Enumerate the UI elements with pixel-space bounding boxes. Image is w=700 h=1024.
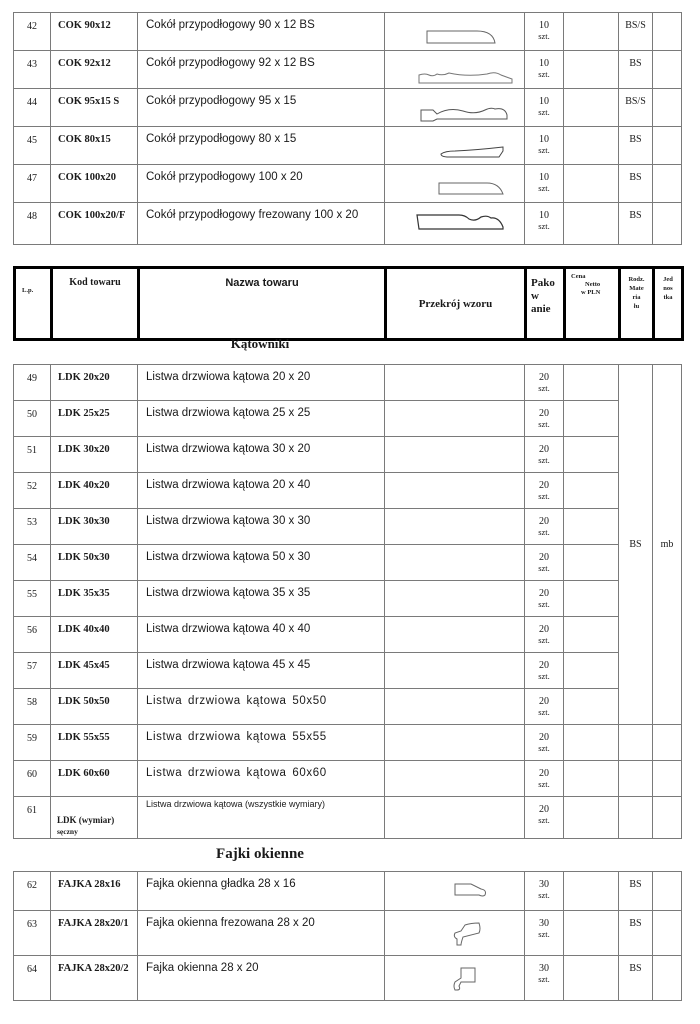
packaging-qty: 20 (539, 588, 549, 599)
price-cell[interactable] (564, 509, 619, 545)
price-cell[interactable] (564, 401, 619, 437)
row-number: 55 (14, 581, 51, 617)
table-row (14, 797, 682, 839)
material-type: BS (619, 956, 653, 1001)
header-row (15, 268, 683, 340)
cross-section-cell (385, 437, 525, 473)
packaging-unit: szt. (538, 221, 550, 231)
cokoly-table (13, 12, 682, 245)
product-name: Cokół przypodłogowy frezowany 100 x 20 (138, 203, 385, 245)
row-number: 49 (14, 365, 51, 401)
row-number: 63 (14, 911, 51, 956)
table-row (14, 203, 682, 245)
header-rodz-line: Mate (629, 285, 644, 292)
product-name: Listwa drzwiowa kątowa 60x60 (138, 761, 385, 797)
packaging-qty: 20 (539, 660, 549, 671)
price-cell[interactable] (564, 89, 619, 127)
section-title-katowniki: Kątowniki (230, 336, 290, 351)
header-jed-line: tka (663, 294, 673, 301)
packaging-cell (525, 165, 564, 203)
row-number: 57 (14, 653, 51, 689)
price-cell[interactable] (564, 872, 619, 911)
header-cena-line: Cena (571, 273, 586, 280)
product-code: LDK 40x20 (51, 473, 138, 509)
product-name: Listwa drzwiowa kątowa 50x50 (138, 689, 385, 725)
packaging-qty: 20 (539, 444, 549, 455)
product-name: Cokół przypodłogowy 92 x 12 BS (138, 51, 385, 89)
profile-wavy-icon (419, 105, 514, 123)
cross-section-cell (385, 581, 525, 617)
packaging-unit: szt. (538, 815, 550, 825)
cross-section-cell (385, 89, 525, 127)
product-name: Listwa drzwiowa kątowa 45 x 45 (138, 653, 385, 689)
packaging-cell (525, 653, 564, 689)
product-code: COK 90x12 (51, 13, 138, 51)
packaging-unit: szt. (538, 455, 550, 465)
row-number: 45 (14, 127, 51, 165)
packaging-unit: szt. (538, 779, 550, 789)
row-number: 61 (14, 797, 51, 839)
packaging-qty: 10 (539, 210, 549, 221)
unit-cell (653, 911, 682, 956)
packaging-cell (525, 617, 564, 653)
cross-section-cell (385, 872, 525, 911)
table-row (14, 401, 682, 437)
price-cell[interactable] (564, 581, 619, 617)
price-cell[interactable] (564, 725, 619, 761)
table-row (14, 165, 682, 203)
material-type (619, 725, 653, 761)
packaging-qty: 10 (539, 96, 549, 107)
product-name: Cokół przypodłogowy 90 x 12 BS (138, 13, 385, 51)
product-code: LDK 20x20 (51, 365, 138, 401)
header-kod: Kod towaru (52, 268, 139, 340)
header-rodzaj-materialu (620, 268, 654, 340)
header-rodz-line: ria (632, 294, 641, 301)
row-number: 52 (14, 473, 51, 509)
cross-section-cell (385, 127, 525, 165)
packaging-qty: 20 (539, 624, 549, 635)
price-cell[interactable] (564, 13, 619, 51)
material-type (619, 761, 653, 797)
packaging-qty: 10 (539, 20, 549, 31)
table-row (14, 956, 682, 1001)
price-cell[interactable] (564, 956, 619, 1001)
packaging-unit: szt. (538, 707, 550, 717)
packaging-unit: szt. (538, 31, 550, 41)
cross-section-cell (385, 689, 525, 725)
product-code: COK 95x15 S (51, 89, 138, 127)
packaging-qty: 10 (539, 134, 549, 145)
packaging-qty: 20 (539, 732, 549, 743)
product-code: COK 100x20/F (51, 203, 138, 245)
material-type: BS (619, 127, 653, 165)
row-number: 62 (14, 872, 51, 911)
row-number: 44 (14, 89, 51, 127)
header-cena-line: w PLN (581, 289, 601, 296)
product-code: LDK 60x60 (51, 761, 138, 797)
unit-cell (653, 51, 682, 89)
packaging-cell (525, 509, 564, 545)
product-name: Listwa drzwiowa kątowa 35 x 35 (138, 581, 385, 617)
packaging-qty: 20 (539, 516, 549, 527)
table-row (14, 51, 682, 89)
table-row (14, 617, 682, 653)
packaging-qty: 20 (539, 768, 549, 779)
packaging-unit: szt. (538, 890, 550, 900)
cross-section-cell (385, 797, 525, 839)
cross-section-cell (385, 473, 525, 509)
profile-wedge-icon (437, 145, 512, 159)
packaging-unit: szt. (538, 145, 550, 155)
table-row (14, 473, 682, 509)
material-type: BS (619, 203, 653, 245)
packaging-qty: 20 (539, 408, 549, 419)
packaging-unit: szt. (538, 69, 550, 79)
header-cena-line: Netto (585, 281, 601, 288)
price-cell[interactable] (564, 203, 619, 245)
cross-section-cell (385, 13, 525, 51)
price-cell[interactable] (564, 127, 619, 165)
packaging-qty: 30 (539, 879, 549, 890)
price-cell[interactable] (564, 617, 619, 653)
unit-cell (653, 956, 682, 1001)
material-type: BS (619, 872, 653, 911)
table-row (14, 581, 682, 617)
price-cell[interactable] (564, 51, 619, 89)
cross-section-cell (385, 761, 525, 797)
cross-section-cell (385, 653, 525, 689)
price-cell[interactable] (564, 437, 619, 473)
header-przekroj: Przekrój wzoru (386, 268, 526, 340)
packaging-cell (525, 89, 564, 127)
row-number: 58 (14, 689, 51, 725)
table-row (14, 365, 682, 401)
packaging-qty: 30 (539, 963, 549, 974)
product-code: LDK 40x40 (51, 617, 138, 653)
row-number: 60 (14, 761, 51, 797)
unit-merged: mb (653, 365, 682, 725)
header-rodz-line: łu (633, 303, 640, 310)
unit-cell (653, 89, 682, 127)
cross-section-cell (385, 165, 525, 203)
unit-cell (653, 165, 682, 203)
product-name: Fajka okienna 28 x 20 (138, 956, 385, 1001)
table-row (14, 872, 682, 911)
product-name: Listwa drzwiowa kątowa 55x55 (138, 725, 385, 761)
packaging-qty: 20 (539, 480, 549, 491)
price-cell[interactable] (564, 473, 619, 509)
product-code: LDK 30x20 (51, 437, 138, 473)
product-name: Listwa drzwiowa kątowa 30 x 30 (138, 509, 385, 545)
table-row (14, 545, 682, 581)
table-row (14, 127, 682, 165)
product-name: Fajka okienna gładka 28 x 16 (138, 872, 385, 911)
packaging-unit: szt. (538, 491, 550, 501)
packaging-unit: szt. (538, 527, 550, 537)
header-jed-line: nos (663, 285, 673, 292)
cross-section-cell (385, 725, 525, 761)
unit-cell (653, 761, 682, 797)
cross-section-cell (385, 911, 525, 956)
row-number: 50 (14, 401, 51, 437)
table-row (14, 653, 682, 689)
packaging-cell (525, 127, 564, 165)
cross-section-cell (385, 51, 525, 89)
packaging-cell (525, 545, 564, 581)
unit-cell (653, 127, 682, 165)
material-type: BS/S (619, 89, 653, 127)
header-pakowanie (526, 268, 565, 340)
packaging-unit: szt. (538, 671, 550, 681)
product-code: COK 80x15 (51, 127, 138, 165)
profile-rounded-end-icon (425, 29, 505, 45)
row-number: 43 (14, 51, 51, 89)
header-nazwa: Nazwa towaru (139, 268, 386, 340)
row-number: 56 (14, 617, 51, 653)
material-type (619, 797, 653, 839)
product-name: Cokół przypodłogowy 100 x 20 (138, 165, 385, 203)
unit-cell (653, 725, 682, 761)
header-jednostka (654, 268, 683, 340)
header-pak-line: anie (531, 303, 551, 315)
material-type: BS (619, 51, 653, 89)
price-cell[interactable] (564, 911, 619, 956)
price-cell[interactable] (564, 689, 619, 725)
packaging-cell (525, 51, 564, 89)
packaging-qty: 20 (539, 552, 549, 563)
price-cell[interactable] (564, 365, 619, 401)
packaging-cell (525, 797, 564, 839)
product-name: Listwa drzwiowa kątowa (wszystkie wymiary) (138, 797, 385, 839)
price-cell[interactable] (564, 797, 619, 839)
katowniki-table (13, 364, 682, 839)
profile-fajka-milled-icon (451, 921, 491, 951)
packaging-unit: szt. (538, 929, 550, 939)
row-number: 51 (14, 437, 51, 473)
profile-fajka-smooth-icon (453, 882, 493, 902)
table-row (14, 725, 682, 761)
packaging-qty: 20 (539, 696, 549, 707)
product-code: LDK 30x30 (51, 509, 138, 545)
packaging-cell (525, 725, 564, 761)
packaging-cell (525, 401, 564, 437)
table-row (14, 509, 682, 545)
packaging-qty: 20 (539, 372, 549, 383)
row-number: 59 (14, 725, 51, 761)
product-code-text: LDK (wymiar) (57, 815, 115, 825)
section-title-fajki: Fajki okienne (216, 846, 304, 862)
table-row (14, 911, 682, 956)
packaging-qty: 20 (539, 804, 549, 815)
packaging-unit: szt. (538, 974, 550, 984)
packaging-cell (525, 689, 564, 725)
packaging-unit: szt. (538, 107, 550, 117)
product-name: Listwa drzwiowa kątowa 40 x 40 (138, 617, 385, 653)
row-number: 47 (14, 165, 51, 203)
product-code (51, 797, 138, 839)
profile-fajka-step-icon (451, 966, 491, 996)
packaging-unit: szt. (538, 383, 550, 393)
packaging-qty: 30 (539, 918, 549, 929)
product-code: COK 92x12 (51, 51, 138, 89)
packaging-cell (525, 911, 564, 956)
product-code-note: sęczny (57, 827, 78, 836)
packaging-cell (525, 956, 564, 1001)
product-name: Listwa drzwiowa kątowa 20 x 20 (138, 365, 385, 401)
cross-section-cell (385, 203, 525, 245)
cross-section-cell (385, 509, 525, 545)
material-type: BS/S (619, 13, 653, 51)
packaging-unit: szt. (538, 563, 550, 573)
header-rodz-line: Rodz. (628, 276, 645, 283)
row-number: 54 (14, 545, 51, 581)
product-name: Listwa drzwiowa kątowa 25 x 25 (138, 401, 385, 437)
packaging-cell (525, 872, 564, 911)
unit-cell (653, 872, 682, 911)
fajki-table (13, 871, 682, 1001)
product-code: FAJKA 28x20/1 (51, 911, 138, 956)
product-name: Cokół przypodłogowy 95 x 15 (138, 89, 385, 127)
profile-rounded-end-icon (437, 181, 512, 197)
cross-section-cell (385, 956, 525, 1001)
header-pak-line: Pako (531, 277, 555, 289)
profile-milled-icon (415, 211, 510, 235)
packaging-unit: szt. (538, 419, 550, 429)
table-row (14, 761, 682, 797)
price-cell[interactable] (564, 653, 619, 689)
material-type: BS (619, 165, 653, 203)
material-type-merged: BS (619, 365, 653, 725)
packaging-cell (525, 13, 564, 51)
profile-wavy-thin-icon (417, 71, 517, 87)
packaging-qty: 10 (539, 172, 549, 183)
table-row (14, 13, 682, 51)
header-pak-line: w (531, 290, 539, 302)
price-cell[interactable] (564, 545, 619, 581)
table-row (14, 89, 682, 127)
product-code: LDK 35x35 (51, 581, 138, 617)
packaging-cell (525, 761, 564, 797)
packaging-unit: szt. (538, 599, 550, 609)
packaging-cell (525, 437, 564, 473)
row-number: 53 (14, 509, 51, 545)
packaging-cell (525, 203, 564, 245)
product-name: Listwa drzwiowa kątowa 50 x 30 (138, 545, 385, 581)
unit-cell (653, 203, 682, 245)
price-cell[interactable] (564, 165, 619, 203)
product-code: FAJKA 28x20/2 (51, 956, 138, 1001)
product-code: LDK 50x50 (51, 689, 138, 725)
product-name: Fajka okienna frezowana 28 x 20 (138, 911, 385, 956)
unit-cell (653, 797, 682, 839)
material-type: BS (619, 911, 653, 956)
product-code: COK 100x20 (51, 165, 138, 203)
packaging-qty: 10 (539, 58, 549, 69)
table-row (14, 437, 682, 473)
packaging-unit: szt. (538, 635, 550, 645)
product-name: Listwa drzwiowa kątowa 20 x 40 (138, 473, 385, 509)
header-jed-line: Jed (663, 276, 673, 283)
product-code: LDK 55x55 (51, 725, 138, 761)
packaging-unit: szt. (538, 183, 550, 193)
product-code: LDK 25x25 (51, 401, 138, 437)
cross-section-cell (385, 401, 525, 437)
table-row (14, 689, 682, 725)
row-number: 42 (14, 13, 51, 51)
cross-section-cell (385, 545, 525, 581)
row-number: 64 (14, 956, 51, 1001)
packaging-cell (525, 473, 564, 509)
cross-section-cell (385, 365, 525, 401)
header-lp: L.p. (15, 268, 52, 340)
product-code: LDK 45x45 (51, 653, 138, 689)
row-number: 48 (14, 203, 51, 245)
product-code: LDK 50x30 (51, 545, 138, 581)
cross-section-cell (385, 617, 525, 653)
product-code: FAJKA 28x16 (51, 872, 138, 911)
header-cena (565, 268, 620, 340)
column-header-table (13, 266, 684, 341)
unit-cell (653, 13, 682, 51)
price-cell[interactable] (564, 761, 619, 797)
packaging-unit: szt. (538, 743, 550, 753)
product-name: Cokół przypodłogowy 80 x 15 (138, 127, 385, 165)
packaging-cell (525, 365, 564, 401)
product-name: Listwa drzwiowa kątowa 30 x 20 (138, 437, 385, 473)
packaging-cell (525, 581, 564, 617)
